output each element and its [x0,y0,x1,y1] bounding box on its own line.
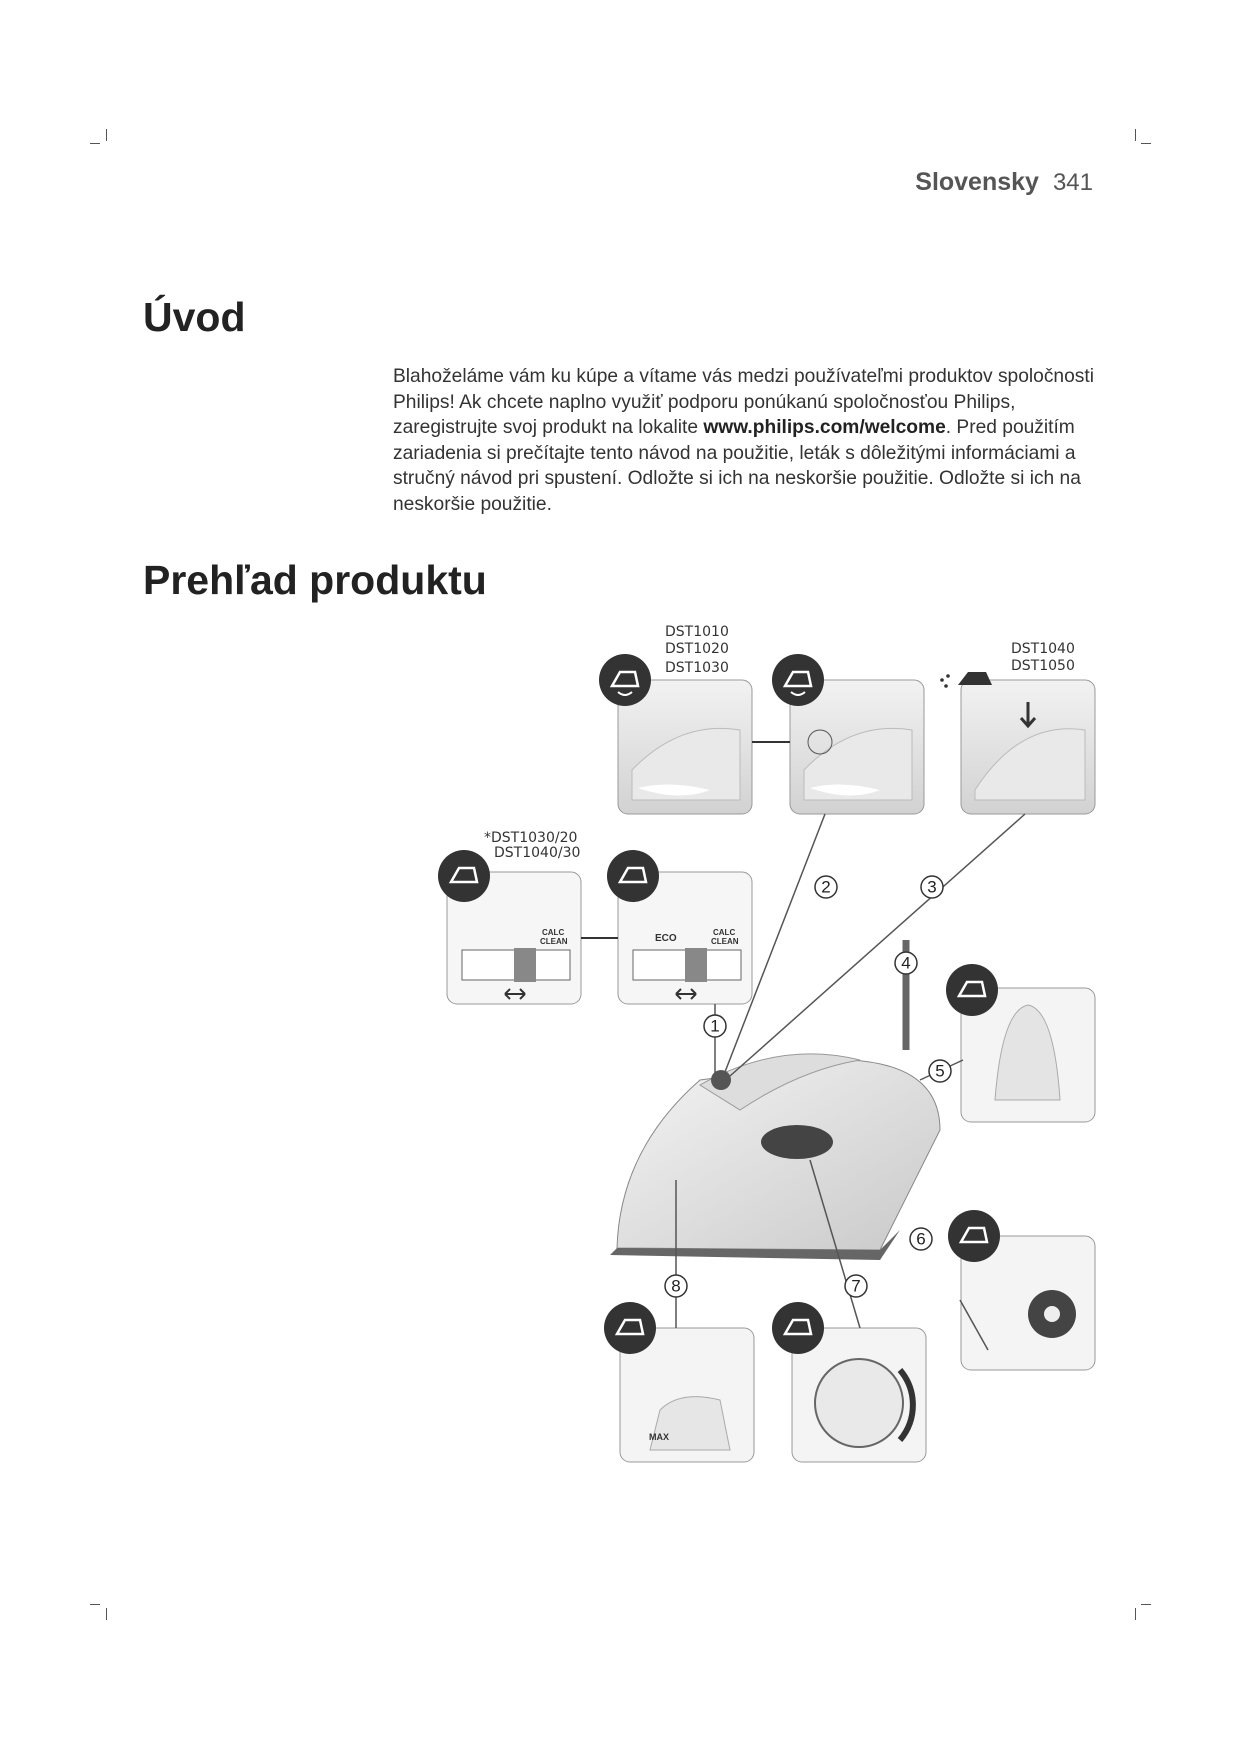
slider-knob [514,948,536,982]
callout-number: 7 [851,1276,861,1296]
temperature-dial [815,1359,903,1447]
crop-mark [90,1604,100,1605]
model-label: DST1030 [665,660,729,676]
iron-steam-icon [607,850,659,902]
callout-number: 6 [916,1229,926,1249]
calc-clean-label: CALC [542,928,565,937]
product-overview-figure [380,610,1160,1490]
model-label: DST1040/30 [494,845,581,861]
crop-mark [1141,143,1151,144]
callout-3 [921,876,943,898]
iron-soleplate-icon [946,964,998,1016]
model-label: DST1040 [1011,641,1075,657]
crop-mark [1135,1608,1136,1620]
crop-mark [90,143,100,144]
eco-label: ECO [655,933,677,944]
calc-clean-cap-hole [1044,1306,1060,1322]
calc-clean-label: CLEAN [540,937,568,946]
callout-2 [815,876,837,898]
intro-heading: Úvod [143,294,246,340]
callout-4 [895,952,917,974]
callout-8 [665,1275,687,1297]
crop-mark [1141,1604,1151,1605]
model-label: DST1050 [1011,658,1075,674]
crop-mark [106,1608,107,1620]
callout-number: 2 [821,877,831,897]
callout-number: 3 [927,877,937,897]
page-header [915,168,1093,197]
iron-steam-icon [438,850,490,902]
calc-clean-label: CALC [713,928,736,937]
callout-number: 8 [671,1276,681,1296]
model-label: DST1010 [665,624,729,640]
intro-text-end: . Pred použitím zariadenia si prečítajte tento návod na použitie, leták s dôležitými informáciami a stručný návod pri spustení. Odložte si ich na neskoršie použitie. Odložte si ich na neskoršie použitie. [393,417,1081,515]
iron-steam-icon [599,654,651,706]
callout-number: 5 [935,1061,945,1081]
iron-fill-icon [604,1302,656,1354]
calc-clean-label: CLEAN [711,937,739,946]
model-labels-group-c [484,830,580,861]
callout-1 [704,1015,726,1037]
model-labels-group-b [1011,641,1075,674]
spray-button [711,1070,731,1090]
page-number: 341 [1052,169,1093,196]
temperature-dial-on-iron [761,1125,833,1159]
callout-6 [910,1228,932,1250]
callout-7 [845,1275,867,1297]
intro-paragraph [393,364,1103,518]
crop-mark [106,129,107,141]
model-label: *DST1030/20 [484,830,578,846]
slider-knob [685,948,707,982]
crop-mark [1135,129,1136,141]
callout-number: 4 [901,953,911,973]
language-label: Slovensky [915,168,1039,196]
callout-number: 1 [710,1016,720,1036]
iron-temperature-icon [772,1302,824,1354]
intro-text: Blahoželáme vám ku kúpe a vítame vás medzi používateľmi produktov spoločnosti Philips! Ak chcete naplno využiť podporu ponúkanú spoločnosťou Philips, zaregistrujte svoj produkt na lokalite [393,366,1094,439]
website-link[interactable]: www.philips.com/welcome [703,417,946,439]
iron-steam-icon [772,654,824,706]
callout-5 [929,1060,951,1082]
overview-heading: Prehľad produktu [143,557,487,603]
max-label: MAX [649,1432,669,1442]
model-labels-group-a [665,624,729,676]
iron-calc-clean-icon [948,1210,1000,1262]
model-label: DST1020 [665,641,729,657]
